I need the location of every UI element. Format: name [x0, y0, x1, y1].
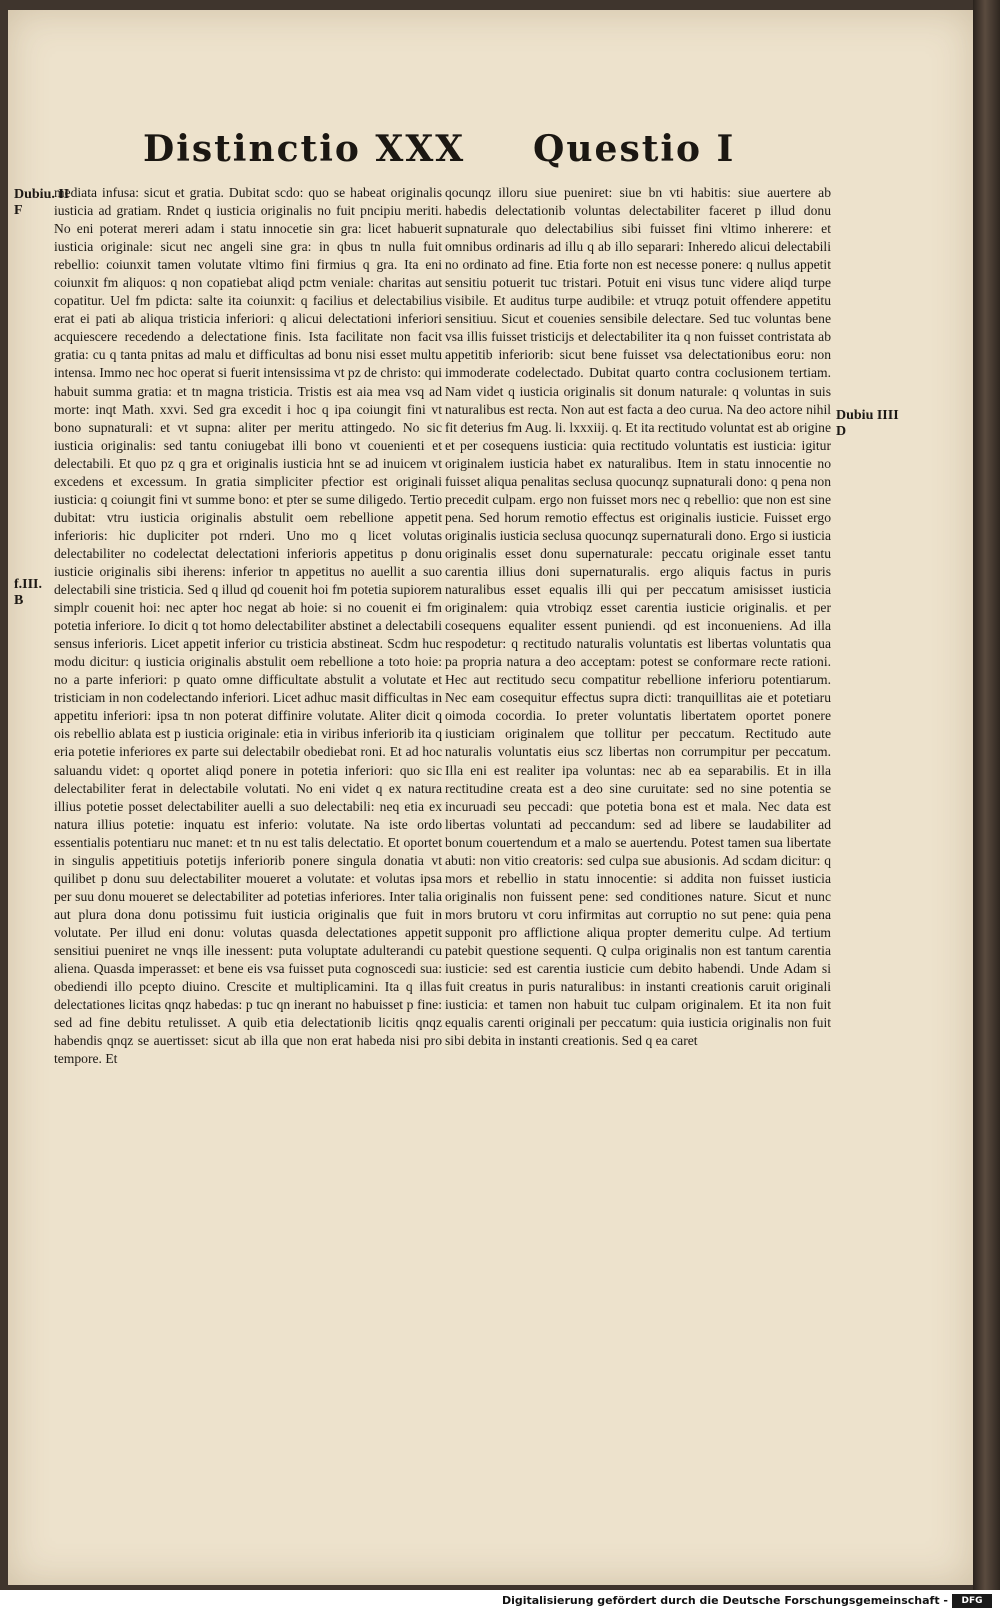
digitization-credit: Digitalisierung gefördert durch die Deutsche Forschungsgemeinschaft - [501, 1594, 948, 1607]
marginal-note-left-mid [14, 577, 42, 609]
marginal-dubium-label: Dubiu. II [14, 187, 70, 202]
running-head-right: Questio I [533, 128, 736, 170]
running-head [8, 128, 973, 188]
marginal-note-right [836, 408, 899, 440]
book-edge [973, 0, 1000, 1590]
column-text: mediata infusa: sicut et gratia. Dubitat scdo: quo se habeat originalis iusticia ad gratiam. Rndet q iusticia originalis no fuit pncipiu meriti. No eni poterat mereri adam i statu innocetie sin gra: licet habuerit iusticia originale: sicut nec angeli sine gra: in qbus tn nulla fuit rebellio: coiunxit tamen volutate vltimo fini firmius q gra. Ita eni coiunxit fm aliquos: q non copatiebat aliqd pctm veniale: charitas aut copatitur. Uel fm pdicta: salte ita coiunxit: q facilius et delectabilius erat ei pati ab aliqua tristicia inferiori: q alicui delectationi inferiori acquiescere recedendo a delectatione finis. Ista facilitate non facit gratia: cu q tanta pnitas ad malu et difficultas ad bonu nisi esset multu intensa. Immo nec hoc operat si fuerit intensissima vt pz de christo: qui habuit summa gratia: et tn magna tristicia. Tristis est aia mea vsq ad morte: inqt Math. xxvi. Sed gra excedit i hoc q ipa coiungit fini vt bono supnaturali: et vt supna: aliter per meritu attingedo. No sic iusticia originalis: sed tantu coniugebat illi bono vt couenienti et delectabili. Et quo pz q gra et originalis iusticia hnt se ad inuicem vt excedens et excessum. In gratia simpliciter pfectior est originali iusticia: q coiungit fini vt summe bono: et pter se sume diligedo. Tertio dubitat: vtru iusticia originalis abstulit oem rebellione appetit inferioris: hic dupliciter pot rnderi. Uno mo q licet volutas delectabiliter no codelectat delectationi inferioris appetitus p donu iusticie originalis sibi iherens: inferior tn appetitus no auellit a suo delectabili sine tristicia. Sed q illud qd couenit hoi fm potetia supiorem simplr couenit hoi: nec apter hoc negat ab hoie: si no couenit ei fm potetia inferiore. Io dicit q tot homo delectabiliter abstinet a delectabili sensus inferioris. Licet appetit inferior cu tristicia abstineat. Scdm huc modu dicitur: q iusticia originalis abstulit oem rebellione a toto hoie: no a parte inferiori: p quato omne difficultate abstulit a volutate et tristiciam in non codelectando inferiori. Licet adhuc masit difficultas in appetitu inferiori: ipsa tn non poterat diffinire volutate. Aliter dicit q ois rebellio ablata est p iusticia originale: etia in viribus inferiorib ita q eria potetie inferiores ex parte sui delectabilr obediebat roni. Et ad hoc saluandu videt: q oportet aliqd ponere in potetia inferiori: quo sic delectabiliter ferat in delectabile volutati. No eni videt q ex natura illius potetie posset delectabiliter auelli a suo delectabili: neq etia ex natura illius potetie: inquatu est inferio: volutate. Na iste ordo essentialis potentiaru nuc manet: et tn nu est talis delectatio. Et oportet in singulis appetitiuis potetijs inferiorib ponere singula donatia vt quilibet p donu suu delectabiliter moueret a volutate: et volutas ipsa per suu donu moueret se delectabiliter ad potetias inferiores. Inter talia aut plura dona donu potissimu fuit iusticia originalis que fuit in volutate. Per illud eni donu: volutas quasda delectationes appetit sensitiui pueniret ne vnqs ille inessent: puta voluptate adulterandi cu aliena. Quasda imperasset: et bene eis vsa fuisset puta cognoscedi sua: obediendi illo pcepto diuino. Crescite et multiplicamini. Ita q illas delectationes licitas qnqz habedas: p tuc qn inerant no habuisset p fine: sed ad fine debitu retulisset. A quib etia delectationib licitis qnqz habendis qnqz se auertisset: sicut ab illa que non erat habeda nisi pro tempore. Et [54, 185, 442, 1067]
dfg-logo: DFG [952, 1594, 992, 1608]
book-page [8, 10, 973, 1585]
marginal-letter: F [14, 203, 23, 218]
text-column-right [445, 184, 831, 1050]
marginal-dubium-label: Dubiu IIII [836, 408, 899, 423]
running-head-left: Distinctio XXX [143, 128, 466, 170]
marginal-letter: B [14, 593, 24, 608]
marginal-letter: D [836, 424, 847, 439]
text-column-left [54, 184, 442, 1068]
column-text: qocunqz illoru siue pueniret: siue bn vti habitis: siue auertere ab habedis delectationib voluntas delectabiliter faceret p illud donu supnaturale quo delectabilius sibi fuisset fini vltimo inherere: et omnibus ordinaris ad illu q ab illo separari: Inheredo alicui delectabili no ordinato ad fine. Etia forte non est necesse ponere: q nullus appetit sensitiu potuerit tuc tristari. Potuit eni visus tunc videre aliqd turpe visibile. Et auditus turpe audibile: et vtruqz potuit offendere appetitu sensitiuu. Sicut et couenies sensibile delectare. Sed tuc voluntas bene vsa illis fuisset tristicijs et delectabiliter ita q non fuisset contristata ab appetitib inferiorib: sicut bene fuisset vsa delectationibus eoru: non immoderate codelectado. Dubitat quarto contra coclusionem tertiam. Nam videt q iusticia originalis sit donum naturale: q voluntas in suis naturalibus est recta. Non aut est facta a deo curua. Na deo actore nihil fit deterius fm Aug. li. lxxxiij. q. Et ita rectitudo voluntat est ab origine et per cosequens iusticia: quia rectitudo voluntatis est iusticia: igitur originalem iusticia habet ex naturalibus. Item in statu innocentie no fuisset aliqua penalitas seclusa quocunqz supnaturali dono: q pena non precedit culpam. ergo non fuisset mors nec q rebellio: que non est sine pena. Sed horum remotio effectus est originalis iusticie. Fuisset ergo originalis iusticia seclusa quocunqz supernaturali dono. Ergo si iusticia originalis esset donu supernaturale: peccatu originale esset tantu carentia illius doni supernaturalis. ergo aliquis factus in puris naturalibus esset equalis illi qui per peccatum amisisset iusticia originalem: quia vtrobiqz esset carentia iusticie originalis. et per cosequens equaliter essent puniendi. qd est inconueniens. Ad illa respodetur: q rectitudo naturalis voluntatis est libertas voluntatis qua pa propria natura a deo acceptam: potest se conformare recte rationi. Hec aut rectitudo secu compatitur rebellione inferioru potentiarum. Nec eam cosequitur effectus supra dicti: tranquillitas aie et potetiaru oimoda cocordia. Io preter voluntatis libertatem oportet ponere iusticiam originalem que tollitur per peccatum. Rectitudo aute naturalis voluntatis eius scz libertas non corrumpitur per peccatum. Illa eni est realiter ipa voluntas: nec ab ea separabilis. Et in illa rectitudine creata est a deo sine curuitate: sed no sine potentia se incuruadi seu peccadi: que potetia bona est et mala. Nec data est libertas voluntati ad peccandum: sed ad libere se laudabiliter ad bonum couertendum et a malo se auertendu. Potest tamen sua libertate abuti: non vitio creatoris: sed culpa sue abusionis. Ad scdam dicitur: q mors et rebellio in statu innocentie: si addita non fuisset iusticia originalis non fuissent pene: sed conditiones nature. Sicut et nunc mors brutoru vt coru infirmitas aut corruptio no sut pene: quia pena supponit pro afflictione aliqua propter demeritu culpe. Ad tertium patebit questione sequenti. Q culpa originalis non est tantum carentia iusticie: sed est carentia iusticie cum debito habendi. Unde Adam si fuit creatus in puris naturalibus: in instanti creationis caruit originali iusticia: et tamen non habuit tuc culpam originalem. Et ita non fuit equalis carenti originali per peccatum: quia iusticia originalis non fuit sibi debita in instanti creationis. Sed q ea caret [445, 185, 831, 1049]
marginal-folio-label: f.III. [14, 577, 43, 592]
